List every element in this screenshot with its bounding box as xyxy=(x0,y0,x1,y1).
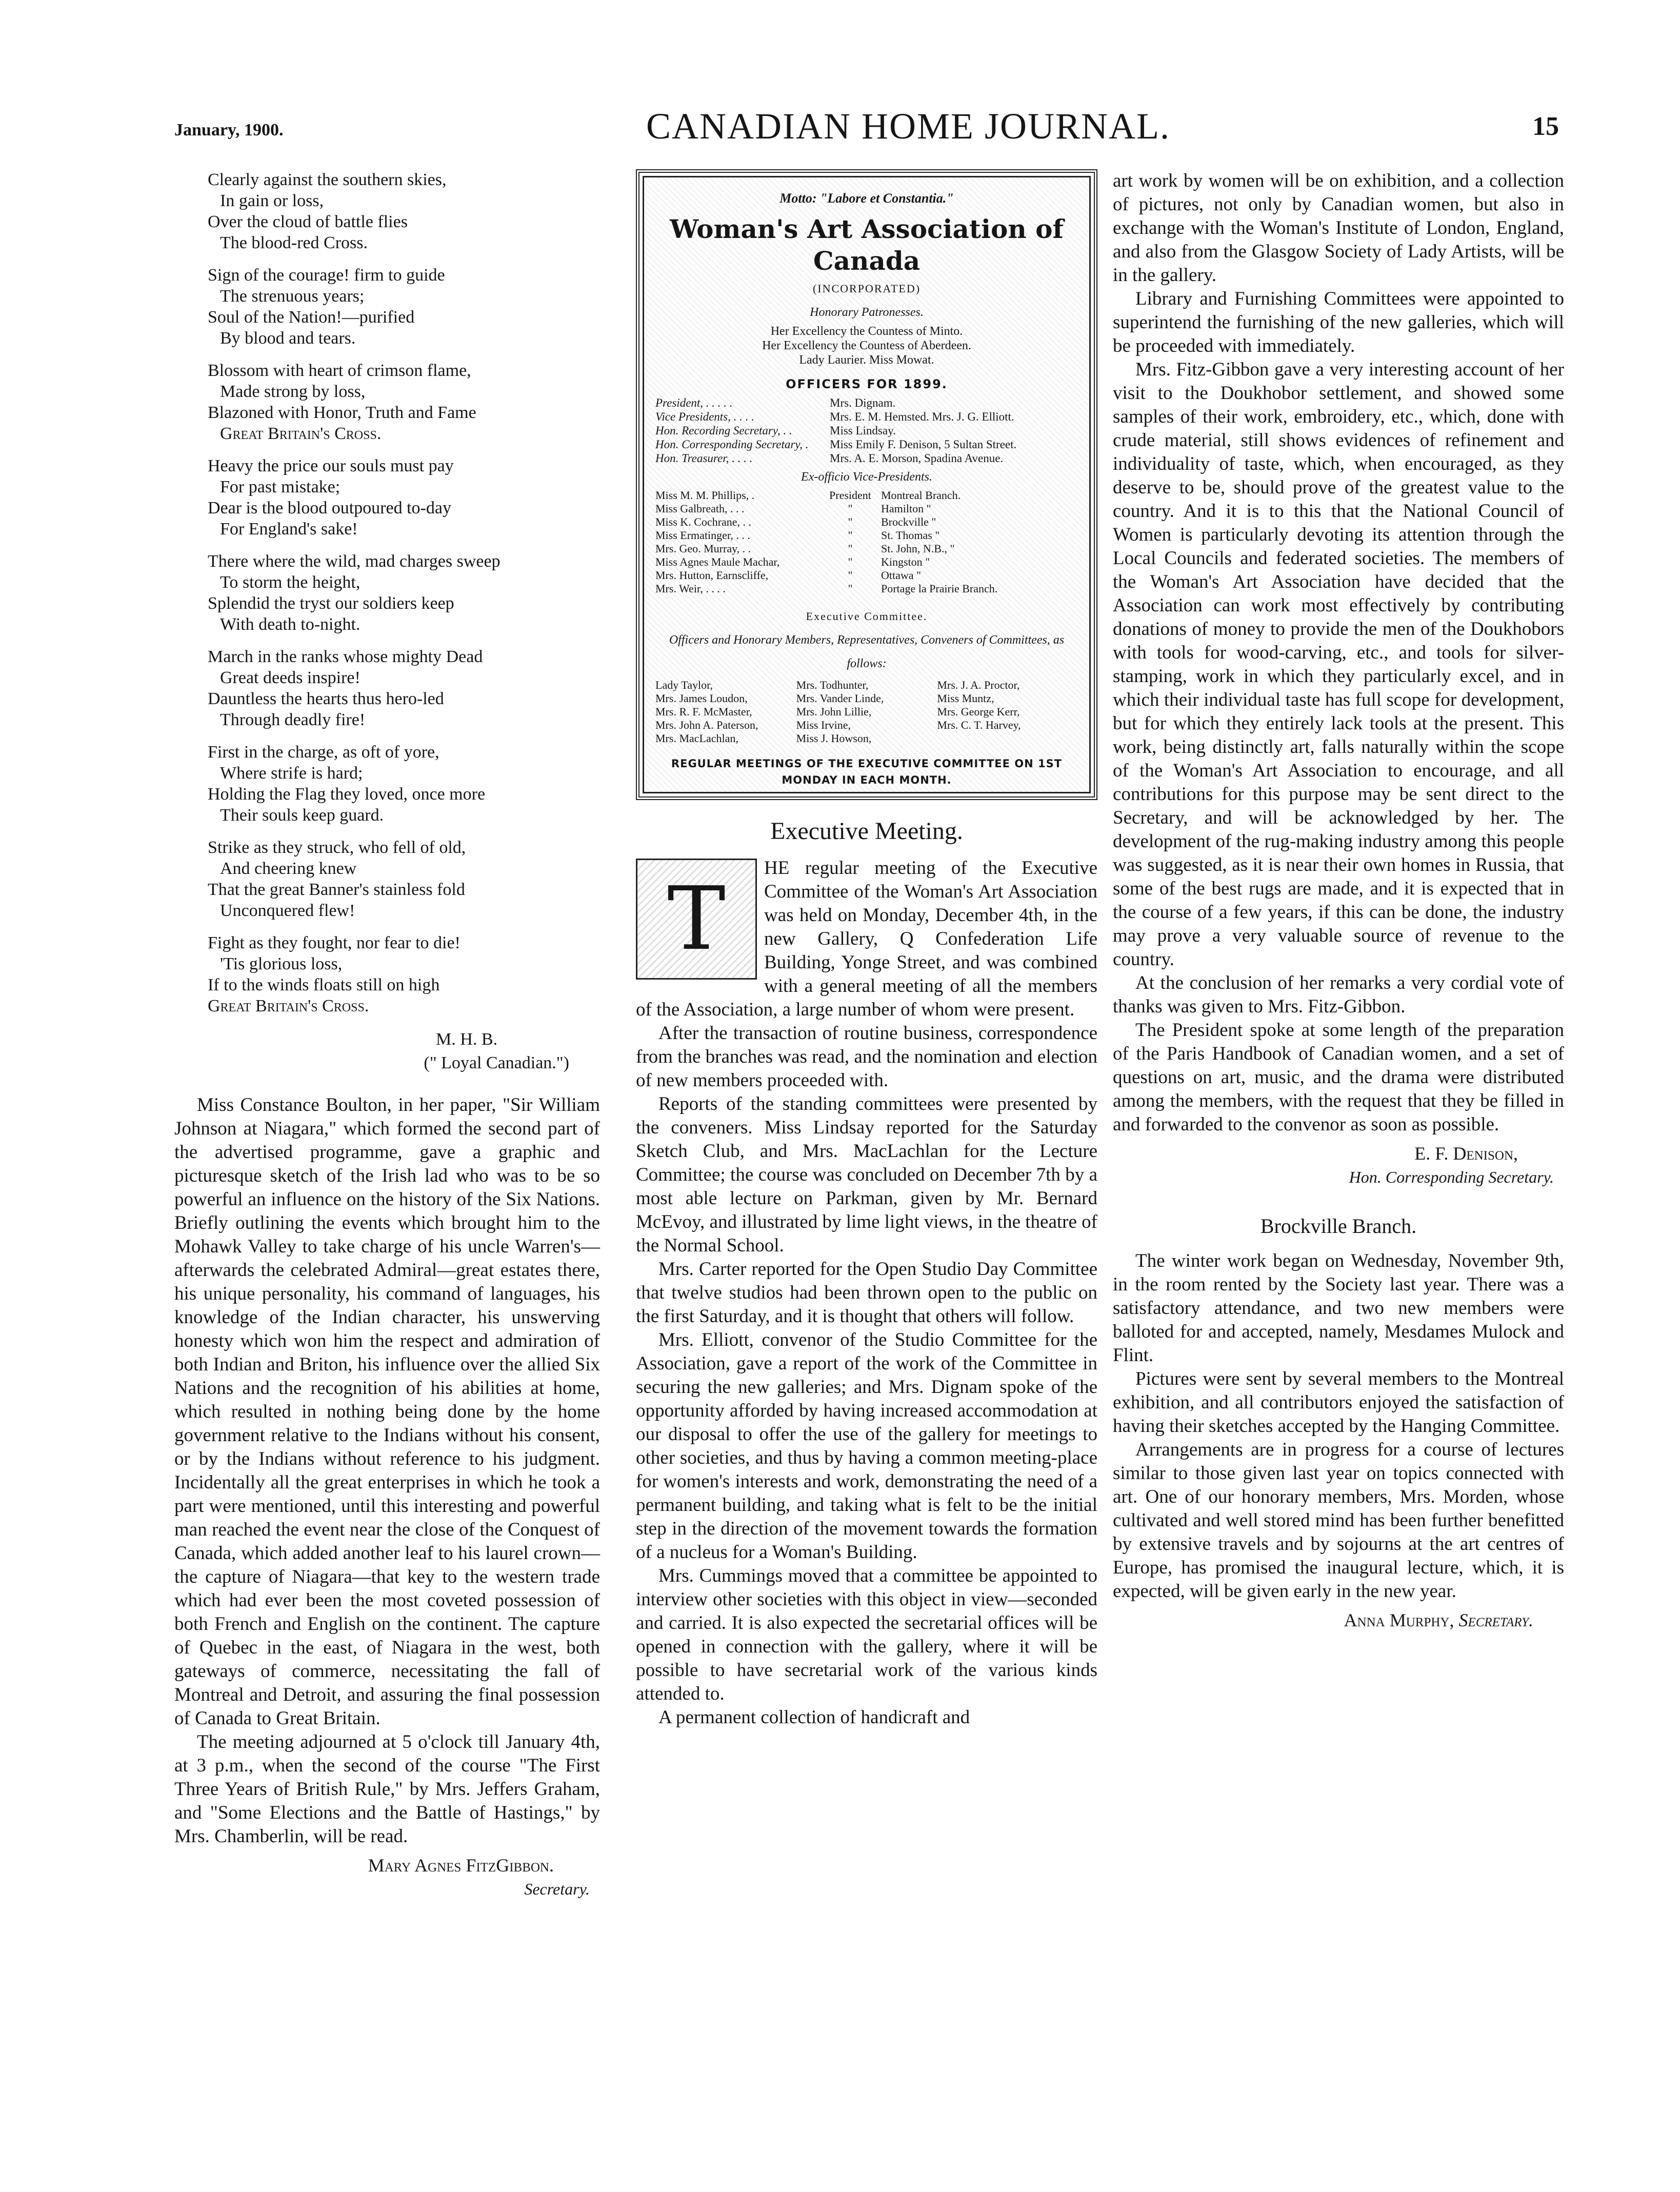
poem-stanza xyxy=(208,837,600,921)
article-paragraph: Reports of the standing committees were presented by the conveners. Miss Lindsay reported for the Saturday Sketch Club, and Mrs. MacLachlan for the Lecture Committee; the course was concluded on December 7th by a most able lecture on Parkman, given by Mr. Bernard McEvoy, and illustrated by lime light views, in the theatre of the Normal School. xyxy=(636,1093,1097,1256)
exofficio-title: " xyxy=(848,542,853,555)
issue-date: January, 1900. xyxy=(174,121,284,140)
exofficio-branch: Hamilton " xyxy=(881,502,931,515)
officer-row xyxy=(655,451,1078,465)
incorporated-label: (INCORPORATED) xyxy=(812,282,921,295)
exofficio-row xyxy=(655,502,1078,515)
poem-line: Great deeds inspire! xyxy=(220,668,361,687)
patroness: Her Excellency the Countess of Aberdeen. xyxy=(762,339,971,352)
right-column xyxy=(1113,169,1564,1632)
officer-name: Mrs. E. M. Hemsted. Mrs. J. G. Elliott. xyxy=(830,410,1014,423)
officer-row xyxy=(655,437,1078,451)
exofficio-branch: Brockville " xyxy=(881,515,936,528)
patronesses-heading: Honorary Patronesses. xyxy=(810,306,924,319)
poem-line: In gain or loss, xyxy=(220,191,324,210)
poem-line: And cheering knew xyxy=(220,859,357,878)
article-paragraph: HE regular meeting of the Executive Committee of the Woman's Art Association was held on Monday, December 4th, in the new Gallery, Q Confederation Life Building, Yonge Street, and was combined with a general meeting of all the members of the Association, a large number of whom were present. xyxy=(636,858,1097,1020)
left-column xyxy=(174,169,600,1901)
committee-member: Mrs. Vander Linde, xyxy=(796,692,884,705)
poem-line: By blood and tears. xyxy=(220,329,356,348)
officer-role: Vice Presidents, . . . . xyxy=(655,410,754,423)
poem xyxy=(208,169,600,1017)
poem-line: Over the cloud of battle flies xyxy=(208,212,408,231)
exofficio-heading: Ex-officio Vice-Presidents. xyxy=(801,470,932,484)
poem-line: Dear is the blood outpoured to-day xyxy=(208,499,451,517)
motto: Motto: "Labore et Constantia." xyxy=(779,191,954,206)
poem-stanza xyxy=(208,360,600,444)
article-paragraph: Pictures were sent by several members to the Montreal exhibition, and all contributors enjoyed the satisfaction of having their sketches accepted by the Hanging Committee. xyxy=(1113,1368,1564,1437)
poem-line: Dauntless the hearts thus hero-led xyxy=(208,689,444,708)
exofficio-branch: St. Thomas " xyxy=(881,529,940,542)
exofficio-title: " xyxy=(848,582,853,595)
poem-line: The strenuous years; xyxy=(220,287,365,306)
exec-committee-heading: Executive Committee. xyxy=(806,610,928,623)
exofficio-name: Miss K. Cochrane, . . xyxy=(655,515,751,528)
poem-line: With death to-night. xyxy=(220,615,361,634)
committee-member: Mrs. John Lillie, xyxy=(796,705,872,718)
committee-member: Mrs. J. A. Proctor, xyxy=(937,679,1020,691)
exofficio-name: Miss Agnes Maule Machar, xyxy=(655,555,780,568)
signature-name: Mary Agnes FitzGibbon. xyxy=(368,1855,554,1876)
exofficio-row xyxy=(655,529,1078,542)
article-paragraph: A permanent collection of handicraft and xyxy=(658,1707,970,1728)
poem-line: That the great Banner's stainless fold xyxy=(208,880,465,899)
page-header xyxy=(174,105,1559,162)
exofficio-row xyxy=(655,555,1078,569)
poem-line: 'Tis glorious loss, xyxy=(220,954,343,973)
officer-row xyxy=(655,424,1078,437)
section-title-executive-meeting: Executive Meeting. xyxy=(770,818,963,845)
poem-source: (" Loyal Canadian.") xyxy=(424,1053,569,1072)
poem-line: Soul of the Nation!—purified xyxy=(208,308,415,327)
exofficio-branch: Montreal Branch. xyxy=(881,489,961,502)
poem-line: Unconquered flew! xyxy=(220,901,355,920)
exofficio-branch: St. John, N.B., " xyxy=(881,542,955,555)
exofficio-row xyxy=(655,489,1078,502)
signature-title: Hon. Corresponding Secretary. xyxy=(1349,1168,1554,1186)
exec-committee-list xyxy=(655,679,1078,745)
poem-stanza xyxy=(208,455,600,540)
article-paragraph: Arrangements are in progress for a course of lectures similar to those given last year on topics connected with art. One of our honorary members, Mrs. Morden, whose cultivated and well stored mind has been further benefitted by extensive travels and by sojourns at the art centres of Europe, has promised the inaugural lecture, which, it is expected, will be given early in the new year. xyxy=(1113,1439,1564,1602)
poem-line: For England's sake! xyxy=(220,520,358,539)
exofficio-row xyxy=(655,542,1078,555)
exofficio-title: " xyxy=(848,555,853,568)
article-paragraph: Mrs. Carter reported for the Open Studio Day Committee that twelve studios had been thrown open to the public on the first Saturday, and it is thought that others will follow. xyxy=(636,1259,1097,1327)
article-paragraph: Mrs. Cummings moved that a committee be appointed to interview other societies with this object in view—seconded and carried. It is also expected the secretarial offices will be opened in connection with the gallery, where it will be possible to have secretarial work of the various kinds attended to. xyxy=(636,1565,1097,1704)
signature-name: Anna Murphy, xyxy=(1344,1610,1454,1630)
article-paragraph: Mrs. Elliott, convenor of the Studio Committee for the Association, gave a report of the work of the Committee in securing the new galleries; and Mrs. Dignam spoke of the opportunity afforded by having increased accommodation at our disposal to offer the use of the gallery for meetings to other societies, and thus by having a common meeting-place for women's interests and work, demonstrating the need of a permanent building, and taking what is felt to be the initial step in the direction of the movement towards the formation of a nucleus for a Woman's Building. xyxy=(636,1329,1097,1563)
patroness: Her Excellency the Countess of Minto. xyxy=(770,325,963,338)
poem-stanza xyxy=(208,932,600,1017)
officer-role: President, . . . . . xyxy=(655,396,733,409)
committee-member: Miss Irvine, xyxy=(796,719,851,731)
regular-meetings-notice: REGULAR MEETINGS OF THE EXECUTIVE COMMITTEE ON 1ST MONDAY IN EACH MONTH. xyxy=(671,758,1063,786)
article-paragraph: The meeting adjourned at 5 o'clock till January 4th, at 3 p.m., when the second of the course "The First Three Years of British Rule," by Mrs. Jeffers Graham, and "Some Elections and the Battle of Hastings," by Mrs. Chamberlin, will be read. xyxy=(174,1731,600,1847)
poem-line: Great Britain's Cross. xyxy=(220,424,382,443)
exofficio-branch: Kingston " xyxy=(881,555,930,568)
decorative-initial: T xyxy=(636,859,757,980)
committee-member: Mrs. Todhunter, xyxy=(796,679,869,691)
committee-member: Mrs. R. F. McMaster, xyxy=(655,705,752,718)
signature-title: Secretary. xyxy=(524,1880,590,1898)
officer-role: Hon. Corresponding Secretary, . xyxy=(655,438,809,451)
exofficio-branch: Ottawa " xyxy=(881,569,922,582)
officer-role: Hon. Recording Secretary, . . xyxy=(655,424,792,437)
poem-line: March in the ranks whose mighty Dead xyxy=(208,647,483,666)
officer-name: Mrs. A. E. Morson, Spadina Avenue. xyxy=(830,452,1004,465)
article-paragraph: Mrs. Fitz-Gibbon gave a very interesting account of her visit to the Doukhobor settlement, and showed some samples of their work, embroidery, etc., which, done with crude material, still shows evidences of refinement and individuality of taste, which, when encouraged, as they deserve to be, should prove of the greatest value to the country. And it is to this that the National Council of Women is particularly devoting its attention through the Local Councils and federated societies. The members of the Woman's Art Association have decided that the Association can work most effectively by contributing donations of money to provide the men of the Doukhobors with tools for wood-carving, etc., and tools for silver-stamping, work in which they particularly excel, and in which their individual taste has full scope for development, but for which they entirely lack tools at the present. This work, being distinctly art, falls naturally within the scope of the Woman's Art Association to encourage, and all contributions for this purpose may be sent direct to the Secretary, and will be acknowledged by her. The development of the rug-making industry among this people was suggested, as it is near their own homes in Russia, that some of the best rugs are made, and it is expected that in the course of a few years, if this can be done, the industry may prove a very valuable source of revenue to the country. xyxy=(1113,359,1564,970)
committee-member: Miss J. Howson, xyxy=(796,732,872,745)
poem-line: The blood-red Cross. xyxy=(220,233,368,252)
poem-stanza xyxy=(208,646,600,730)
association-name: Woman's Art Association of Canada xyxy=(670,214,1064,276)
exofficio-row xyxy=(655,582,1078,595)
poem-line: Through deadly fire! xyxy=(220,710,366,729)
exofficio-title: " xyxy=(848,529,853,542)
officers-box-inner xyxy=(643,176,1091,793)
committee-member: Mrs. George Kerr, xyxy=(937,705,1020,718)
poem-stanza xyxy=(208,742,600,826)
article-paragraph: At the conclusion of her remarks a very cordial vote of thanks was given to Mrs. Fitz-Gibbon. xyxy=(1113,972,1564,1017)
poem-line: To storm the height, xyxy=(220,573,361,592)
article-paragraph: The President spoke at some length of the preparation of the Paris Handbook of Canadian women, and a set of questions on art, music, and the drama were distributed among the members, with the request that they be filled in and forwarded to the convenor as soon as possible. xyxy=(1113,1020,1564,1135)
exofficio-title: President xyxy=(829,489,871,502)
exofficio-name: Mrs. Hutton, Earnscliffe, xyxy=(655,569,769,582)
officer-role: Hon. Treasurer, . . . . xyxy=(655,452,753,465)
officer-row xyxy=(655,396,1078,410)
poem-line: Sign of the courage! firm to guide xyxy=(208,266,445,285)
officers-heading: OFFICERS FOR 1899. xyxy=(786,377,948,391)
officer-row xyxy=(655,410,1078,424)
exofficio-row xyxy=(655,515,1078,529)
middle-column xyxy=(636,169,1097,1729)
officer-name: Mrs. Dignam. xyxy=(830,396,896,409)
poem-line: Great Britain's Cross. xyxy=(208,997,369,1015)
officer-name: Miss Lindsay. xyxy=(830,424,896,437)
exofficio-name: Miss Ermatinger, . . . xyxy=(655,529,750,542)
section-title-brockville-branch: Brockville Branch. xyxy=(1260,1214,1417,1238)
committee-member: Mrs. MacLachlan, xyxy=(655,732,738,745)
poem-line: Where strife is hard; xyxy=(220,764,363,783)
committee-member: Miss Muntz, xyxy=(937,692,994,705)
committee-member xyxy=(937,732,1078,745)
article-paragraph: The winter work began on Wednesday, November 9th, in the room rented by the Society last year. There was a satisfactory attendance, and two new members were balloted for and accepted, namely, Mesdames Mulock and Flint. xyxy=(1113,1250,1564,1366)
article-paragraph: Miss Constance Boulton, in her paper, "Sir William Johnson at Niagara," which formed the second part of the advertised programme, gave a graphic and picturesque sketch of the Irish lad who was to be so powerful an influence on the history of the Six Nations. Briefly outlining the events which brought him to the Mohawk Valley to take charge of his uncle Warren's—afterwards the celebrated Admiral—great estates there, his unique personality, his command of languages, his knowledge of the Indian character, his unswerving honesty which won him the respect and admiration of both Indian and Briton, his influence over the allied Six Nations and the recognition of his abilities at home, which resulted in nothing being done by the home government relative to the Indians without his consent, or by the Indians without reference to his judgment. Incidentally all the great enterprises in which he took a part were mentioned, until this interesting and powerful man reached the event near the close of the Conquest of Canada, which added another leaf to his laurel crown—the capture of Niagara—that key to the western trade which had ever been the most coveted possession of both French and English on the continent. The capture of Quebec in the east, of Niagara in the west, both gateways of commerce, necessitating the fall of Montreal and Detroit, and assuring the final possession of Canada to Great Britain. xyxy=(174,1094,600,1729)
poem-line: For past mistake; xyxy=(220,477,341,496)
poem-line: Holding the Flag they loved, once more xyxy=(208,785,486,804)
exofficio-branch: Portage la Prairie Branch. xyxy=(881,582,998,595)
poem-line: Strike as they struck, who fell of old, xyxy=(208,838,466,857)
poem-stanza xyxy=(208,265,600,349)
poem-line: If to the winds floats still on high xyxy=(208,975,440,994)
poem-signature: M. H. B. xyxy=(436,1030,497,1049)
exofficio-name: Miss Galbreath, . . . xyxy=(655,502,745,515)
exofficio-name: Miss M. M. Phillips, . xyxy=(655,489,755,502)
poem-line: Blossom with heart of crimson flame, xyxy=(208,361,471,380)
exec-committee-subheading: Officers and Honorary Members, Representatives, Conveners of Committees, as follows: xyxy=(669,633,1065,670)
poem-line: First in the charge, as oft of yore, xyxy=(208,743,439,762)
committee-member: Mrs. James Loudon, xyxy=(655,692,748,705)
page-number: 15 xyxy=(1532,112,1559,141)
journal-title: CANADIAN HOME JOURNAL. xyxy=(646,106,1170,147)
poem-line: Made strong by loss, xyxy=(220,382,366,401)
officers-box xyxy=(636,169,1097,800)
signature-title: Secretary. xyxy=(1458,1610,1533,1630)
exofficio-title: " xyxy=(848,569,853,582)
exofficio-name: Mrs. Geo. Murray, . . xyxy=(655,542,751,555)
exofficio-title: " xyxy=(848,502,853,515)
poem-line: Clearly against the southern skies, xyxy=(208,170,447,189)
committee-member: Mrs. C. T. Harvey, xyxy=(937,719,1021,731)
exofficio-row xyxy=(655,569,1078,582)
signature-name: E. F. Denison, xyxy=(1414,1143,1518,1164)
poem-line: Heavy the price our souls must pay xyxy=(208,456,454,475)
poem-line: Their souls keep guard. xyxy=(220,806,384,825)
exofficio-name: Mrs. Weir, . . . . xyxy=(655,582,726,595)
patroness: Lady Laurier. Miss Mowat. xyxy=(799,353,934,367)
poem-line: There where the wild, mad charges sweep xyxy=(208,552,501,571)
article-paragraph: After the transaction of routine business, correspondence from the branches was read, and the nomination and election of new members proceeded with. xyxy=(636,1023,1098,1091)
committee-member: Lady Taylor, xyxy=(655,679,713,691)
signature-line xyxy=(1113,1608,1564,1632)
exofficio-title: " xyxy=(848,515,853,528)
committee-member: Mrs. John A. Paterson, xyxy=(655,719,758,731)
poem-line: Splendid the tryst our soldiers keep xyxy=(208,594,454,613)
article-paragraph: Library and Furnishing Committees were appointed to superintend the furnishing of the new galleries, which will be proceeded with immediately. xyxy=(1113,288,1564,356)
article-paragraph: art work by women will be on exhibition, and a collection of pictures, not only by Canadian women, but also in exchange with the Woman's Institute of London, England, and also from the Glasgow Society of Lady Artists, will be in the gallery. xyxy=(1113,170,1564,286)
poem-stanza xyxy=(208,551,600,635)
poem-line: Blazoned with Honor, Truth and Fame xyxy=(208,403,476,422)
poem-line: Fight as they fought, nor fear to die! xyxy=(208,933,461,952)
poem-stanza xyxy=(208,169,600,253)
officer-name: Miss Emily F. Denison, 5 Sultan Street. xyxy=(830,438,1017,451)
